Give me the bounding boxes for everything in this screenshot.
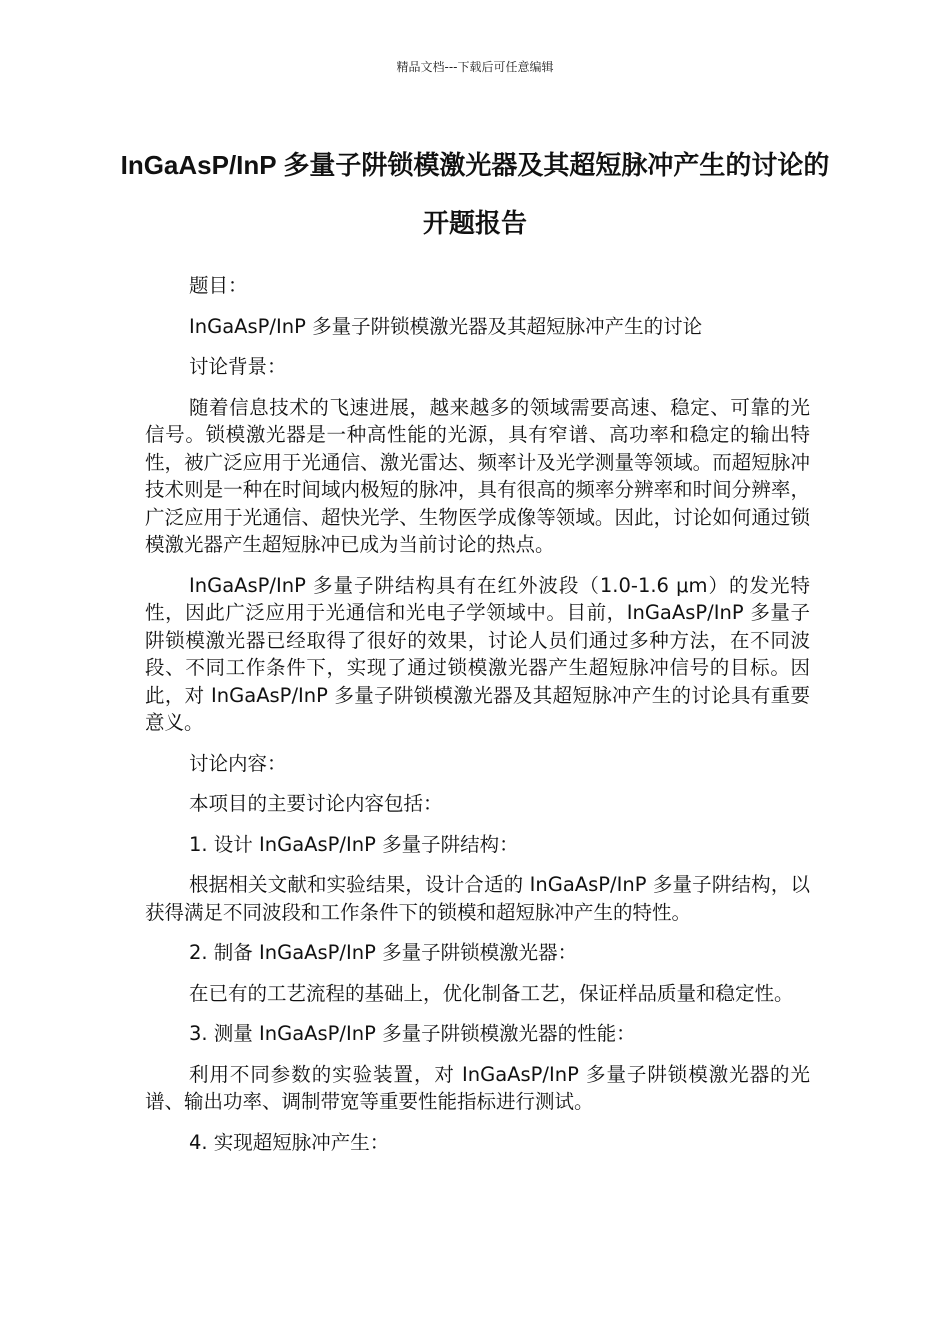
paragraph-background-1: 随着信息技术的飞速进展，越来越多的领域需要高速、稳定、可靠的光信号。锁模激光器是一种高性能的光源，具有窄谱、高功率和稳定的输出特性，被广泛应用于光通信、激光雷达、频率计及光学测量等领域。而超短脉冲技术则是一种在时间域内极短的脉冲，具有很高的频率分辨率和时间分辨率，广泛应用于光通信、超快光学、生物医学成像等领域。因此，讨论如何通过锁模激光器产生超短脉冲已成为当前讨论的热点。	[145, 395, 810, 556]
paragraph-content-intro: 本项目的主要讨论内容包括：	[189, 792, 443, 815]
paragraph-item-2-heading: 2. 制备 InGaAsP/InP 多量子阱锁模激光器：	[189, 941, 578, 964]
document-title: InGaAsP/InP 多量子阱锁模激光器及其超短脉冲产生的讨论的开题报告	[120, 150, 830, 238]
header-note: 精品文档---下载后可任意编辑	[396, 60, 554, 74]
paragraph-item-1-body: 根据相关文献和实验结果，设计合适的 InGaAsP/InP 多量子阱结构，以获得满足不同波段和工作条件下的锁模和超短脉冲产生的特性。	[145, 873, 810, 924]
paragraph-item-3-body: 利用不同参数的实验装置，对 InGaAsP/InP 多量子阱锁模激光器的光谱、输出功率、调制带宽等重要性能指标进行测试。	[145, 1062, 810, 1113]
paragraph-topic-label: 题目：	[189, 274, 248, 297]
document-body	[145, 272, 810, 1169]
paragraph-item-1-heading: 1. 设计 InGaAsP/InP 多量子阱结构：	[189, 832, 519, 856]
paragraph-item-3-heading: 3. 测量 InGaAsP/InP 多量子阱锁模激光器的性能：	[189, 1022, 636, 1045]
paragraph-background-2: InGaAsP/InP 多量子阱结构具有在红外波段（1.0-1.6 μm）的发光特性，因此广泛应用于光通信和光电子学领域中。目前，InGaAsP/InP 多量子阱锁模激光器已经取得了很好的效果，讨论人员们通过多种方法，在不同波段、不同工作条件下，实现了通过锁模激光器产生超短脉冲信号的目标。因此，对 InGaAsP/InP 多量子阱锁模激光器及其超短脉冲产生的讨论具有重要意义。	[145, 573, 810, 734]
paragraph-topic: InGaAsP/InP 多量子阱锁模激光器及其超短脉冲产生的讨论	[189, 314, 703, 338]
paragraph-item-2-body: 在已有的工艺流程的基础上，优化制备工艺，保证样品质量和稳定性。	[189, 981, 794, 1005]
paragraph-content-label: 讨论内容：	[189, 751, 287, 775]
paragraph-item-4-heading: 4. 实现超短脉冲产生：	[189, 1130, 390, 1154]
paragraph-background-label: 讨论背景：	[189, 355, 287, 378]
